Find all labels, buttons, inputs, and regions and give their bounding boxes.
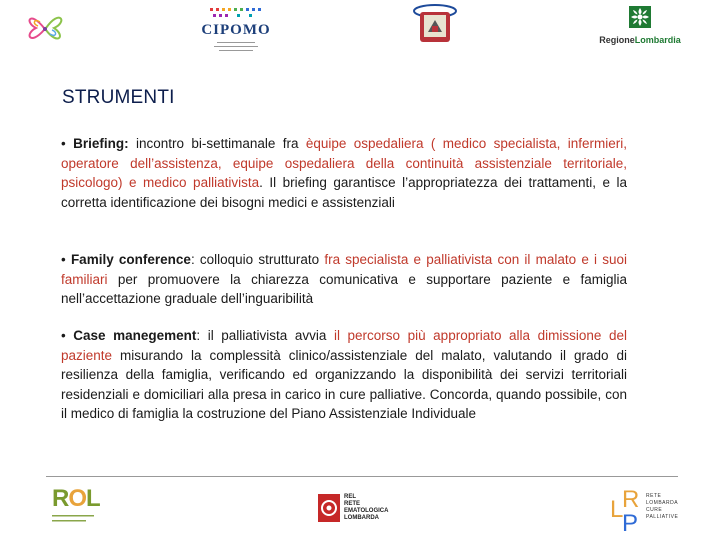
rol-logo [52, 486, 118, 532]
regione-lombardia-logo [592, 6, 688, 48]
svg-text:P: P [622, 510, 639, 535]
cipomo-logo [200, 2, 272, 72]
footer-divider [46, 476, 678, 477]
regione-rose-icon [629, 6, 651, 28]
briefing-term: Briefing: [73, 136, 129, 151]
rete-ematologica-logo [316, 490, 406, 528]
bullet: • [61, 252, 66, 267]
bullet: • [61, 136, 66, 151]
case-management-highlight: il percorso più appropriato alla dimissione del paziente [61, 328, 627, 363]
case-management-paragraph: • Case manegement: il palliativista avvia il percorso più appropriato alla dimissione del paziente misurando la complessità clinico/assistenziale del malato, valutando il grado di resilienza della famiglia, verificando ed organizzando la disponibilità dei servizi territoriali residenziali e domiciliari alla presa in carico in cure palliative. Concorda, quando possibile, con il medico di famiglia la costruzione del Piano Assistenziale Individuale [61, 328, 627, 421]
svg-text:L: L [610, 496, 624, 523]
rete-lombarda-cure-palliative-logo [610, 487, 686, 535]
bullet: • [61, 328, 66, 343]
family-conference-paragraph: • Family conference: colloquio strutturato fra specialista e palliativista con il malato e i suoi familiari per promuovere la chiarezza comunicativa e supportare paziente e famiglia nell’accettazione graduale dell’inguaribilità [61, 252, 627, 306]
rete-ematologica-icon [316, 492, 342, 524]
case-management-term: Case manegement [73, 328, 197, 343]
regione-wordmark: RegioneLombardia [599, 35, 681, 45]
rol-wordmark: ROL [52, 485, 100, 512]
butterfly-logo [22, 4, 68, 50]
briefing-highlight: èquipe ospedaliera ( medico specialista, infermieri, operatore dell’assistenza, equipe ospedaliera della continuità assistenziale territoriale, psicologo) e medico palliativista [61, 136, 627, 190]
rlcp-letters-icon [610, 487, 644, 535]
cipomo-subtitle-graphic [200, 41, 272, 56]
rlcp-text: RETE LOMBARDA CURE PALLIATIVE [646, 493, 679, 520]
svg-text:R: R [622, 487, 640, 513]
rol-subtitle-graphic [52, 513, 96, 525]
rete-ematologica-text: REL RETE EMATOLOGICA LOMBARDA [344, 494, 389, 521]
briefing-paragraph: • Briefing: incontro bi-settimanale fra èquipe ospedaliera ( medico specialista, infermieri, operatore dell’assistenza, equipe ospedaliera della continuità assistenziale territoriale, psicologo) e medico palliativista. Il briefing garantisce l’appropriatezza dei trattamenti, e la corretta identificazione dei bisogni medici e assistenziali [61, 136, 628, 210]
family-conference-highlight: fra specialista e palliativista con il malato e i suoi familiari [61, 252, 627, 287]
page-title: STRUMENTI [62, 87, 175, 108]
family-conference-term: Family conference [70, 252, 191, 267]
cipomo-name: CIPOMO [201, 22, 271, 38]
crest-logo [408, 2, 462, 48]
